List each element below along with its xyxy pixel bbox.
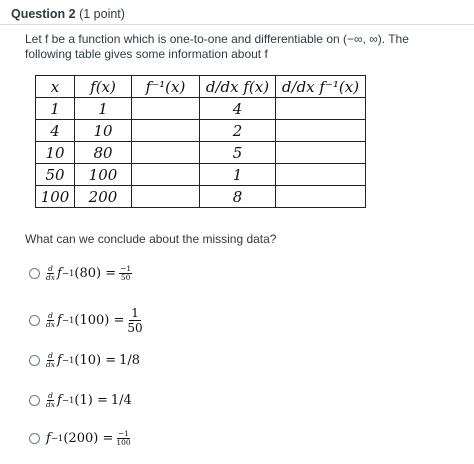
cell-derivative-f-inverse (276, 120, 366, 142)
cell-f-inverse (132, 186, 200, 208)
radio-button[interactable] (29, 315, 40, 326)
cell-x: 50 (36, 164, 75, 186)
header-x: x (36, 76, 75, 98)
header-divider (0, 24, 474, 25)
radio-button[interactable] (29, 355, 40, 366)
question-prompt (25, 32, 465, 62)
option-label: d dx f −1 ( 1 ) = 1/4 (46, 391, 132, 409)
cell-derivative-f: 1 (200, 164, 276, 186)
table-row (36, 186, 366, 208)
answer-option-4[interactable] (29, 392, 132, 409)
option-label: d dx f −1 ( 10 ) = 1/8 (46, 351, 141, 369)
radio-button[interactable] (29, 268, 40, 279)
radio-button[interactable] (29, 395, 40, 406)
cell-f: 100 (75, 164, 132, 186)
header-derivative-f-inverse: d/dx f⁻¹(x) (276, 76, 366, 98)
header-derivative-f: d/dx f(x) (200, 76, 276, 98)
cell-f-inverse (132, 120, 200, 142)
table-row (36, 98, 366, 120)
cell-derivative-f-inverse (276, 98, 366, 120)
radio-button[interactable] (29, 433, 40, 444)
cell-derivative-f-inverse (276, 186, 366, 208)
follow-up-question: What can we conclude about the missing data? (25, 232, 277, 246)
cell-derivative-f: 4 (200, 98, 276, 120)
data-table (35, 75, 366, 208)
cell-f-inverse (132, 142, 200, 164)
question-points: (1 point) (79, 7, 125, 21)
cell-derivative-f-inverse (276, 142, 366, 164)
option-label: d dx f −1 ( 100 ) = 1 50 (46, 306, 143, 335)
table-row (36, 120, 366, 142)
cell-f: 80 (75, 142, 132, 164)
answer-option-2[interactable] (29, 306, 143, 335)
cell-f-inverse (132, 164, 200, 186)
prompt-line-2: following table gives some information about f (25, 47, 268, 61)
cell-f: 10 (75, 120, 132, 142)
cell-x: 1 (36, 98, 75, 120)
question-header (11, 7, 125, 21)
cell-f: 200 (75, 186, 132, 208)
answer-option-1[interactable] (29, 265, 132, 282)
cell-derivative-f: 2 (200, 120, 276, 142)
table-header-row (36, 76, 366, 98)
prompt-line-1: Let f be a function which is one-to-one and differentiable on (−∞, ∞). The (25, 32, 409, 46)
table-row (36, 164, 366, 186)
cell-x: 10 (36, 142, 75, 164)
answer-option-5[interactable] (29, 430, 131, 447)
cell-f-inverse (132, 98, 200, 120)
question-title: Question 2 (11, 7, 76, 21)
option-label: d dx f −1 ( 80 ) = −1 50 (46, 264, 132, 282)
cell-x: 4 (36, 120, 75, 142)
table-row (36, 142, 366, 164)
cell-derivative-f: 8 (200, 186, 276, 208)
cell-f: 1 (75, 98, 132, 120)
cell-x: 100 (36, 186, 75, 208)
cell-derivative-f-inverse (276, 164, 366, 186)
answer-option-3[interactable] (29, 352, 140, 369)
header-f: f(x) (75, 76, 132, 98)
option-label: f −1 ( 200 ) = −1 100 (46, 429, 131, 447)
cell-derivative-f: 5 (200, 142, 276, 164)
header-f-inverse: f⁻¹(x) (132, 76, 200, 98)
